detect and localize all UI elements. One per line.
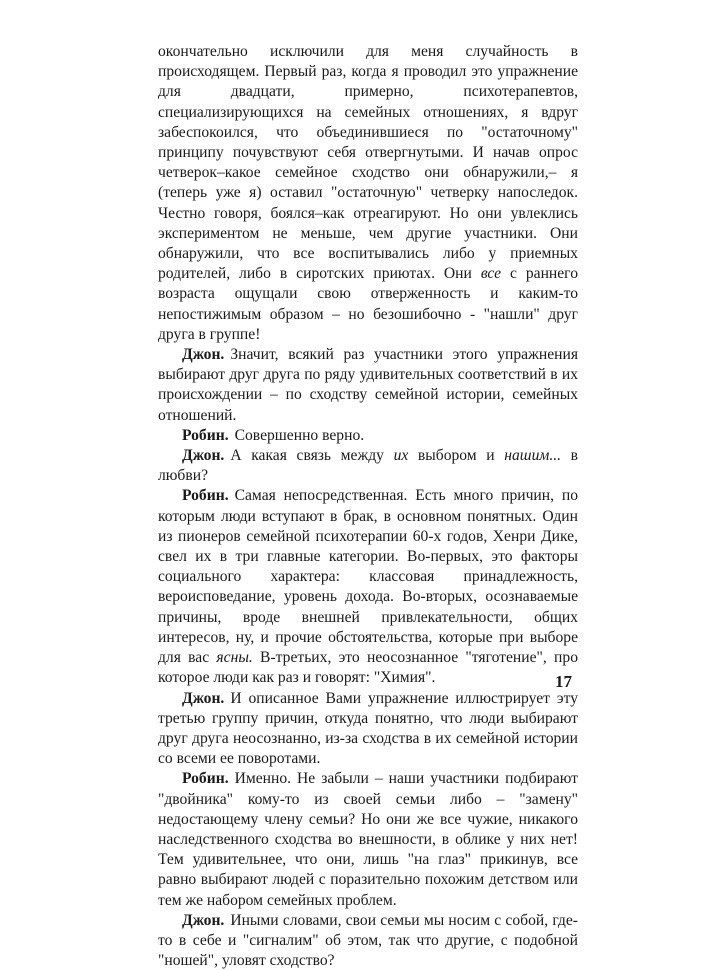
italic-text: нашим... bbox=[504, 447, 562, 465]
paragraph bbox=[158, 911, 578, 971]
text-run: Совершенно верно. bbox=[234, 426, 365, 444]
italic-text: ясны. bbox=[216, 649, 253, 667]
italic-text: все bbox=[480, 265, 502, 283]
speaker-name: Робин. bbox=[182, 487, 229, 505]
text-run: И описанное Вами упражнение иллюстрирует эту третью группу причин, откуда понятно, что люди выбирают друг друга неосознанно, из-за сходства в их семейной истории со всеми ее поворотами. bbox=[158, 689, 578, 768]
text-run: Самая непосредственная. Есть много причин, по которым люди вступают в брак, в основном понятных. Один из пионеров семейной психотерапии 60-х годов, Хенри Дике, свел их в три главные категории. Во-первых, это факторы социального характера: классовая принадлежность, вероисповедание, уровень дохода. Во-вторых, осознаваемые причины, вроде внешней привлекательности, общих интересов, ну, и прочие обстоятельства, которые при выборе для вас bbox=[158, 487, 578, 667]
italic-text: их bbox=[393, 447, 409, 465]
paragraph bbox=[158, 486, 578, 688]
speaker-name: Робин. bbox=[182, 770, 229, 788]
speaker-name: Джон. bbox=[182, 447, 225, 465]
paragraph bbox=[158, 345, 578, 426]
text-run: выбором и bbox=[408, 447, 505, 465]
paragraph bbox=[158, 426, 578, 446]
paragraph bbox=[158, 42, 578, 345]
paragraph bbox=[158, 769, 578, 910]
text-run: В-третьих, это неосознанное "тяготение", про которое люди как раз и говорят: "Химия". bbox=[158, 649, 578, 687]
speaker-name: Робин. bbox=[182, 426, 229, 444]
text-run: с раннего возраста ощущали свою отверженность и каким-то непостижимым образом – но безошибочно - "нашли" друг друга в группе! bbox=[158, 265, 578, 343]
page-number: 17 bbox=[555, 672, 572, 691]
text-run: А какая связь между bbox=[230, 447, 394, 465]
text-run: Иными словами, свои семьи мы носим с собой, где-то в себе и "сигналим" об этом, так что другие, с подобной "ношей", уловят сходство? bbox=[158, 911, 578, 970]
speaker-name: Джон. bbox=[182, 346, 225, 364]
page-text bbox=[158, 42, 578, 971]
paragraph bbox=[158, 689, 578, 770]
text-run: Значит, всякий раз участники этого упражнения выбирают друг друга по ряду удивительных соответствий в их происхождении – по сходству семейной истории, семейных отношений. bbox=[158, 346, 578, 424]
speaker-name: Джон. bbox=[182, 911, 225, 929]
paragraph bbox=[158, 446, 578, 486]
speaker-name: Джон. bbox=[182, 689, 225, 707]
text-run: в любви? bbox=[158, 447, 578, 485]
text-run: Именно. Не забыли – наши участники подбирают "двойника" кому-то из своей семьи либо – "замену" недостающему члену семьи? Но они же все чужие, никакого наследственного сходства во внешности, в облике у них нет! Тем удивительнее, что они, лишь "на глаз" прикинув, все равно выбирают людей с поразительно похожим детством или тем же набором семейных проблем. bbox=[158, 770, 578, 909]
text-run: окончательно исключили для меня случайность в происходящем. Первый раз, когда я проводил это упражнение для двадцати, примерно, психотерапевтов, специализирующихся на семейных отношениях, я вдруг забеспокоился, что объединившиеся по "остаточному" принципу почувствуют себя отвергнутыми. И начав опрос четверок–какое семейное сходство они обнаружили,– я (теперь уже я) оставил "остаточную" четверку напоследок. Честно говоря, боялся–как отреагируют. Но они увлеклись экспериментом не меньше, чем другие участники. Они обнаружили, что все воспитывались либо у приемных родителей, либо в сиротских приютах. Они bbox=[158, 43, 578, 283]
